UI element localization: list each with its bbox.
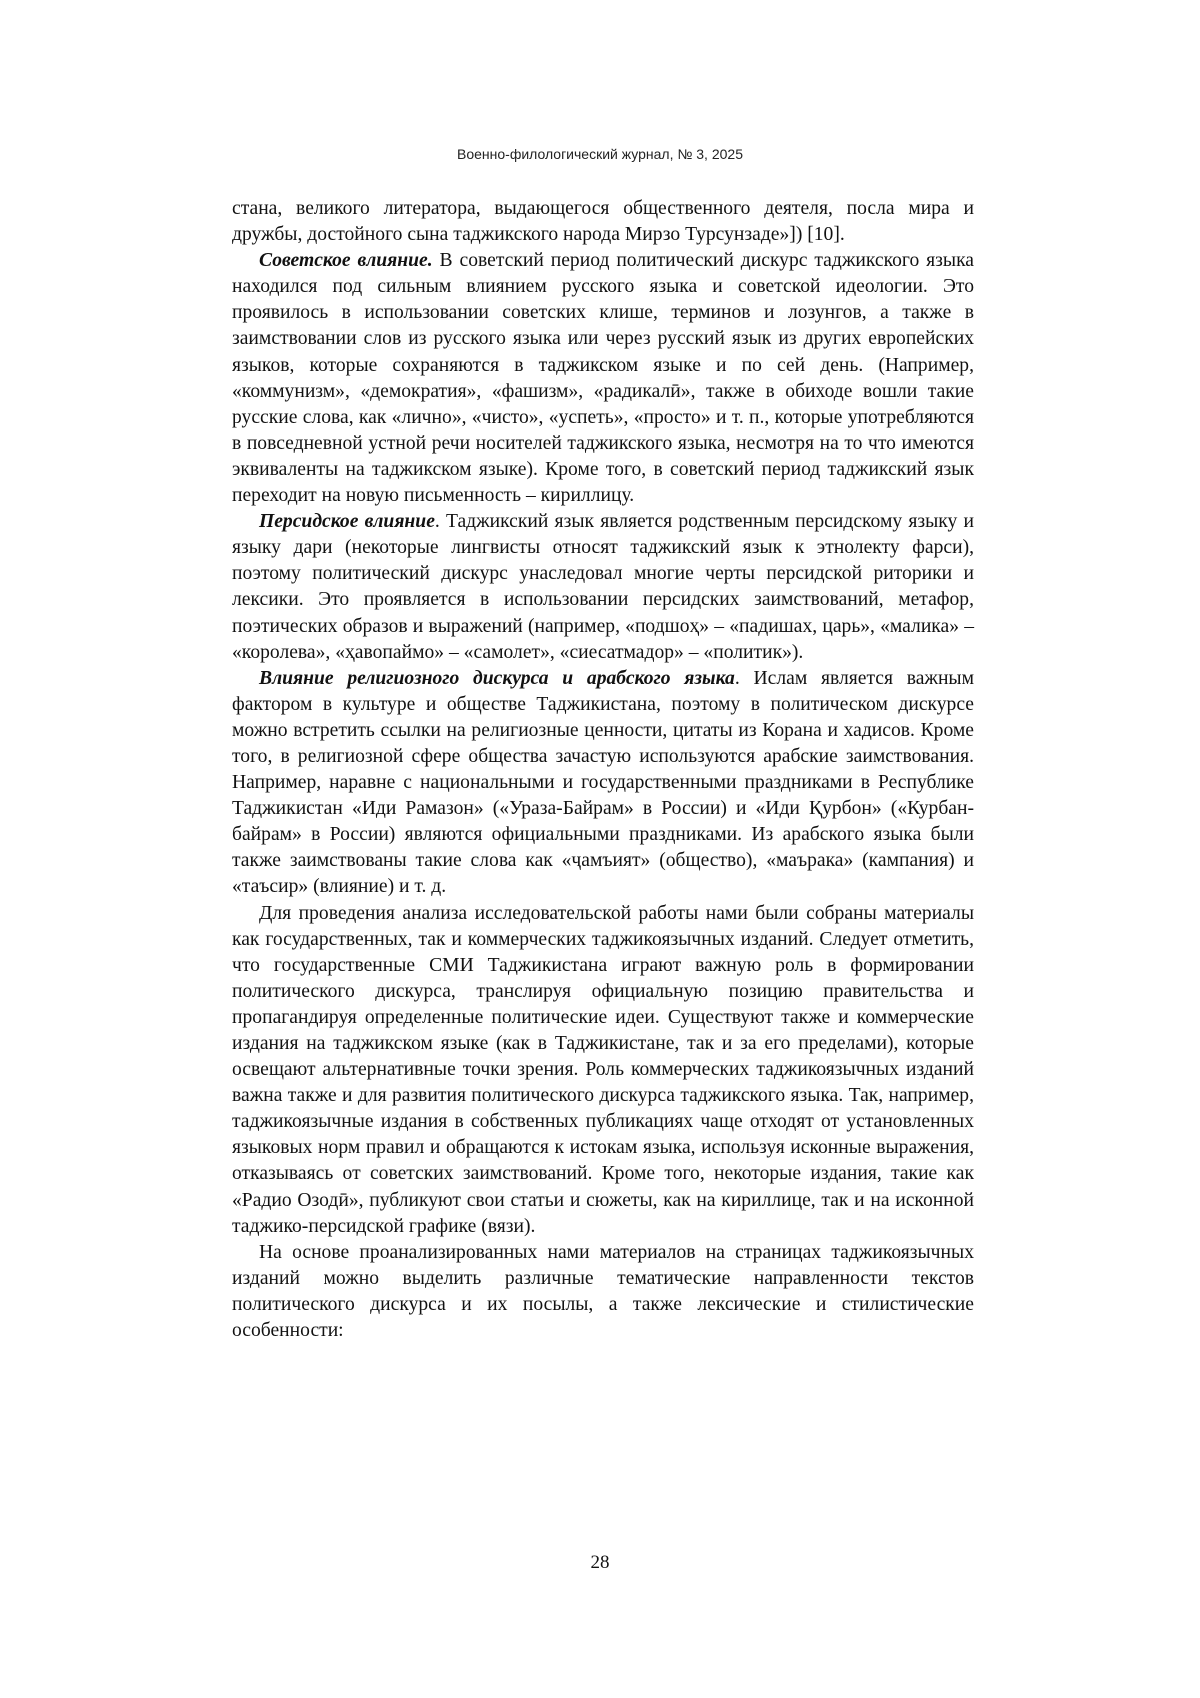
paragraph-lead: Персидское влияние [259, 511, 435, 533]
paragraph-text: стана, великого литератора, выдающегося общественного деятеля, посла мира и дружбы, достойного сына таджикского народа Мирзо Турсунзаде»]) [10]. [232, 198, 974, 246]
running-header: Военно-филологический журнал, № 3, 2025 [457, 146, 743, 162]
paragraph-text: В советский период политический дискурс таджикского языка находился под сильным влиянием русского языка и советской идеологии. Это проявилось в использовании советских клише, терминов и лозунгов, а также в заимствовании слов из русского языка или через русский язык из других европейских языков, которые сохраняются в таджикском языке и по сей день. (Например, «коммунизм», «демократия», «фашизм», «радикалӣ», также в обиходе вошли такие русские слова, как «лично», «чисто», «успеть», «просто» и т. п., которые употребляются в повседневной устной речи носителей таджикского языка, несмотря на то что имеются эквиваленты на таджикском языке). Кроме того, в советский период таджикский язык переходит на новую письменность – кириллицу. [232, 250, 975, 507]
paragraph-religious-influence [232, 666, 974, 901]
paragraph-lead: Влияние религиозного дискурса и арабского языка [259, 667, 735, 689]
paragraph-soviet-influence [232, 248, 974, 509]
paragraph-text: . Таджикский язык является родственным персидскому языку и языку дари (некоторые лингвисты относят таджикский язык к этнолекту фарси), поэтому политический дискурс унаследовал многие черты персидской риторики и лексики. Это проявляется в использовании персидских заимствований, метафор, поэтических образов и выражений (например, «подшоҳ» – «падишах, царь», «малика» – «королева», «ҳавопаймо» – «самолет», «сиесатмадор» – «политик»). [232, 511, 974, 663]
paragraph-conclusion [232, 1240, 974, 1344]
paragraph-lead: Советское влияние. [259, 250, 433, 272]
paragraph-text: На основе проанализированных нами материалов на страницах таджикоязычных изданий можно выделить различные тематические направленности текстов политического дискурса и их посылы, а также лексические и стилистические особенности: [232, 1241, 974, 1342]
page-number: 28 [590, 1552, 610, 1573]
paragraph-text: . Ислам является важным фактором в культуре и обществе Таджикистана, поэтому в политическом дискурсе можно встретить ссылки на религиозные ценности, цитаты из Корана и хадисов. Кроме того, в религиозной сфере общества зачастую используются арабские заимствования. Например, наравне с национальными и государственными праздниками в Республике Таджикистан «Иди Рамазон» («Ураза-Байрам» в России) и «Иди Қурбон» («Курбан-байрам» в России) являются официальными праздниками. Из арабского языка были также заимствованы такие слова как «ҷамъият» (общество), «маърака» (кампания) и «таъсир» (влияние) и т. д. [232, 667, 974, 898]
paragraph-continuation [232, 196, 974, 248]
paragraph-persian-influence [232, 509, 974, 666]
article-body [232, 196, 974, 1344]
paragraph-analysis-materials [232, 901, 974, 1240]
paragraph-text: Для проведения анализа исследовательской работы нами были собраны материалы как государственных, так и коммерческих таджикоязычных изданий. Следует отметить, что государственные СМИ Таджикистана играют важную роль в формировании политического дискурса, транслируя официальную позицию правительства и пропагандируя определенные политические идеи. Существуют также и коммерческие издания на таджикском языке (как в Таджикистане, так и за его пределами), которые освещают альтернативные точки зрения. Роль коммерческих таджикоязычных изданий важна также и для развития политического дискурса таджикского языка. Так, например, таджикоязычные издания в собственных публикациях чаще отходят от установленных языковых норм правил и обращаются к истокам языка, используя исконные выражения, отказываясь от советских заимствований. Кроме того, некоторые издания, такие как «Радио Озодӣ», публикуют свои статьи и сюжеты, как на кириллице, так и на исконной таджико-персидской графике (вязи). [232, 902, 974, 1237]
